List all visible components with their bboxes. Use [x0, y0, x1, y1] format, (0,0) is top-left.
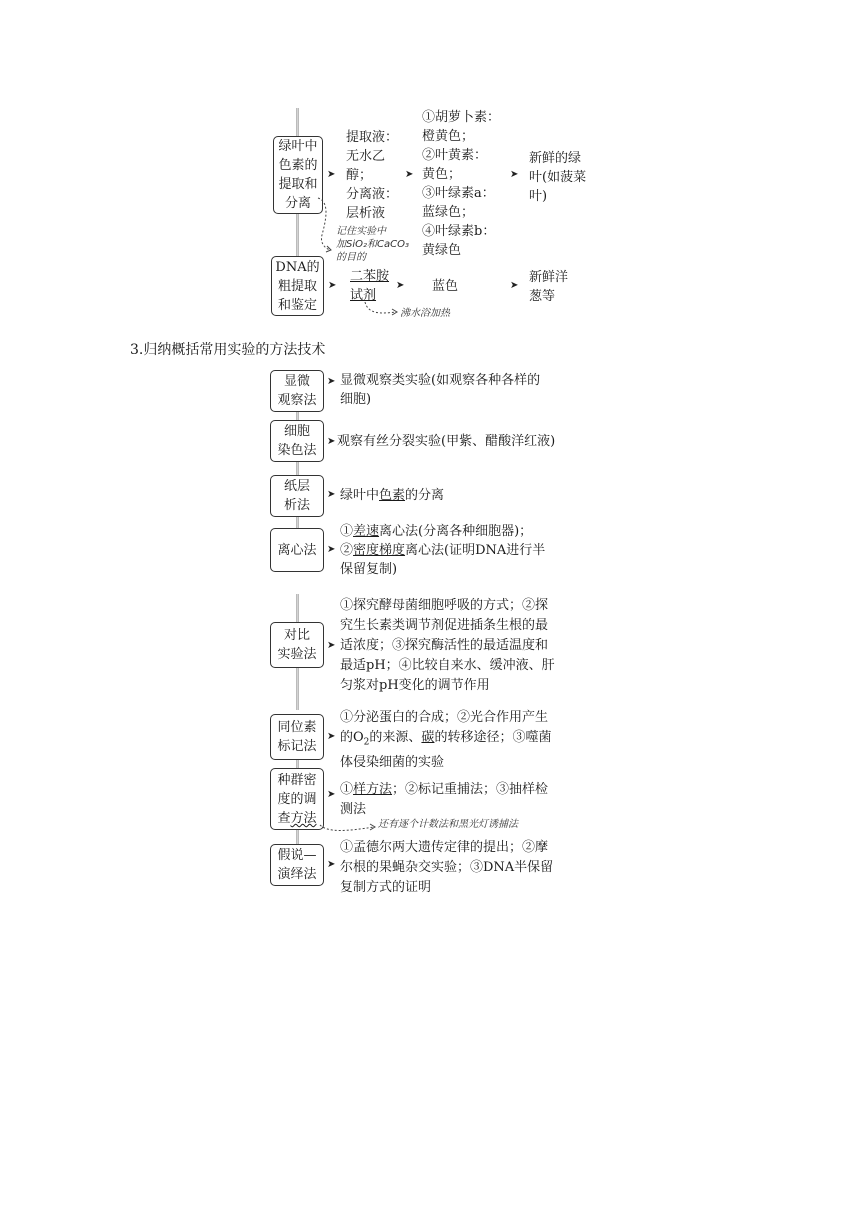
extraction-reagent: 提取液： 无水乙 醇； 分离液： 层析液 — [346, 130, 399, 221]
handwritten-note-sio2: 记住实验中 加SiO₂和CaCO₃ 的目的 — [336, 226, 409, 263]
text-underlined: 密度梯度 — [353, 543, 406, 558]
text-underlined: 差速 — [353, 524, 380, 539]
method-hypothesis-deduction-text: ①孟德尔两大遗传定律的提出；②摩 尔根的果蝇杂交实验；③DNA半保留 复制方式的证明 — [340, 840, 554, 895]
method-hypothesis-deduction: 假说— 演绎法 — [270, 844, 324, 886]
text-part: ② — [340, 543, 354, 558]
arrow-icon: ➤ — [327, 436, 336, 447]
method-comparison: 对比 实验法 — [270, 622, 324, 668]
handwritten-note-counting: 还有逐个计数法和黑光灯诱捕法 — [378, 819, 518, 830]
connector-line — [296, 108, 299, 136]
text-part: 体侵染细菌的实验 — [340, 754, 445, 770]
connector-line — [296, 668, 299, 710]
method-centrifugation-text — [340, 522, 545, 579]
text-underlined: 色素 — [379, 488, 406, 503]
note-arrow-curve — [300, 190, 340, 260]
method-chromatography: 纸层 析法 — [270, 475, 324, 517]
handwritten-note-boiling: 沸水浴加热 — [400, 308, 450, 319]
label-dna-extraction: DNA的 粗提取 和鉴定 — [271, 256, 324, 316]
arrow-icon: ➤ — [396, 280, 405, 291]
text-part: 保留复制) — [340, 562, 398, 577]
label-part: 种群密 度的调 查 — [277, 773, 317, 826]
connector-line — [296, 830, 299, 844]
note-arrow-curve — [318, 815, 378, 835]
text-part: ①分泌蛋白的合成；②光合作用产生 — [340, 710, 549, 725]
method-staining-text: 观察有丝分裂实验(甲紫、醋酸洋红液) — [337, 434, 556, 449]
method-population-survey — [270, 768, 324, 830]
method-isotope: 同位素 标记法 — [270, 714, 324, 760]
method-staining: 细胞 染色法 — [270, 420, 324, 462]
method-comparison-text: ①探究酵母菌细胞呼吸的方式；②探 究生长素类调节剂促进插条生根的最 适浓度；③探究酶活性的最适温度和 最适pH；④比较自来水、缓冲液、肝 匀浆对pH变化的调节作用 — [340, 598, 555, 693]
arrow-icon: ➤ — [405, 169, 414, 180]
arrow-icon: ➤ — [327, 859, 336, 870]
arrow-icon: ➤ — [510, 169, 519, 180]
connector-line — [296, 594, 299, 622]
connector-line — [296, 214, 299, 256]
text-part: 的转移途径；③噬菌 — [434, 730, 552, 745]
arrow-icon: ➤ — [327, 640, 336, 651]
text-part: 的分离 — [405, 488, 445, 503]
text-subscript: 2 — [363, 737, 370, 748]
label-chlorophyll-extraction: 绿叶中 色素的 提取和 分离 — [273, 136, 323, 214]
text-part: ① — [340, 782, 354, 797]
arrow-icon: ➤ — [327, 376, 336, 387]
section-heading: 3.归纳概括常用实验的方法技术 — [130, 342, 326, 358]
method-centrifugation: 离心法 — [270, 528, 324, 572]
connector-line — [296, 517, 299, 528]
text-part: 的来源、 — [369, 730, 422, 745]
text-underlined: 碳 — [421, 730, 435, 745]
method-microscopy-text: 显微观察类实验(如观察各种各样的 细胞) — [340, 373, 541, 407]
label-underlined: 方法 — [290, 811, 317, 826]
method-isotope-text — [340, 708, 551, 773]
text-part: 离心法(分离各种细胞器)； — [379, 524, 533, 539]
arrow-icon: ➤ — [327, 169, 336, 180]
text-underlined: 样方法 — [353, 782, 393, 797]
connector-line — [296, 462, 299, 475]
arrow-icon: ➤ — [327, 489, 336, 500]
arrow-icon: ➤ — [327, 789, 336, 800]
pigment-list: ①胡萝卜素： 橙黄色； ②叶黄素： 黄色； ③叶绿素a： 蓝绿色； ④叶绿素b： 黄绿色 — [422, 110, 501, 258]
material-green-leaf: 新鲜的绿 叶(如菠菜 叶) — [529, 151, 587, 204]
dna-color: 蓝色 — [432, 279, 459, 294]
method-microscopy: 显微 观察法 — [270, 370, 324, 412]
connector-line — [296, 412, 299, 420]
material-onion: 新鲜洋 葱等 — [529, 270, 569, 304]
dna-reagent-text: 二苯胺 试剂 — [350, 269, 390, 303]
method-population-survey-text — [340, 780, 548, 820]
note-arrow-curve — [360, 300, 400, 320]
text-part: ① — [340, 524, 354, 539]
text-part: 测法 — [340, 802, 367, 817]
text-part: 绿叶中 — [340, 488, 380, 503]
text-part: 的O — [340, 730, 364, 745]
arrow-icon: ➤ — [328, 280, 337, 291]
arrow-icon: ➤ — [510, 280, 519, 291]
arrow-icon: ➤ — [327, 731, 336, 742]
arrow-icon: ➤ — [327, 544, 336, 555]
text-part: 离心法(证明DNA进行半 — [405, 543, 546, 558]
connector-line — [296, 760, 299, 768]
method-chromatography-text — [340, 486, 444, 505]
text-part: ；②标记重捕法；③抽样检 — [392, 782, 549, 797]
